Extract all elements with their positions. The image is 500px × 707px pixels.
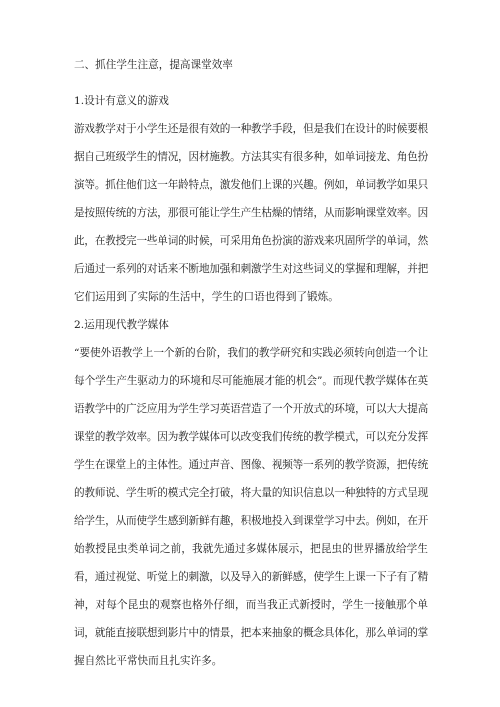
paragraph-2-line-3: 语教学中的广泛应用为学生学习英语营造了一个开放式的环境，可以大大提高 <box>74 403 428 415</box>
section-heading: 二、抓住学生注意，提高课堂效率 <box>74 59 233 71</box>
paragraph-1-line-6: 后通过一系列的对话来不断地加强和刺激学生对这些词义的掌握和理解，并把 <box>74 263 428 275</box>
paragraph-2-line-10: 神，对每个昆虫的观察也格外仔细，而当我正式新授时，学生一接触那个单 <box>74 599 428 611</box>
paragraph-2-line-6: 的教师说、学生听的模式完全打破，将大量的知识信息以一种独特的方式呈现 <box>74 487 428 499</box>
paragraph-1-line-1: 游戏教学对于小学生还是很有效的一种教学手段，但是我们在设计的时候要根 <box>74 123 428 135</box>
paragraph-2-line-8: 始教授昆虫类单词之前，我就先通过多媒体展示，把昆虫的世界播放给学生 <box>74 543 428 555</box>
paragraph-2-line-11: 词，就能直接联想到影片中的情景，把本来抽象的概念具体化，那么单词的掌 <box>74 627 428 639</box>
paragraph-2-line-7: 给学生，从而使学生感到新鲜有趣，积极地投入到课堂学习中去。例如，在开 <box>74 515 428 527</box>
paragraph-2-line-4: 课堂的教学效率。因为教学媒体可以改变我们传统的教学模式，可以充分发挥 <box>74 431 428 443</box>
paragraph-1-line-2: 据自己班级学生的情况，因材施教。方法其实有很多种，如单词接龙、角色扮 <box>74 151 428 163</box>
paragraph-2-line-5: 学生在课堂上的主体性。通过声音、图像、视频等一系列的教学资源，把传统 <box>74 459 428 471</box>
paragraph-1-line-3: 演等。抓住他们这一年龄特点，激发他们上课的兴趣。例如，单词教学如果只 <box>74 179 428 191</box>
paragraph-2-line-9: 看，通过视觉、听觉上的刺激，以及导入的新鲜感，使学生上课一下子有了精 <box>74 571 428 583</box>
paragraph-1-line-5: 此，在教授完一些单词的时候，可采用角色扮演的游戏来巩固所学的单词，然 <box>74 235 428 247</box>
paragraph-2-line-12: 握自然比平常快而且扎实许多。 <box>74 655 223 667</box>
paragraph-2-line-1: “要使外语教学上一个新的台阶，我们的教学研究和实践必须转向创造一个让 <box>74 347 428 359</box>
paragraph-1-line-4: 是按照传统的方法，那很可能让学生产生枯燥的情绪，从而影响课堂效率。因 <box>74 207 428 219</box>
subsection-2-heading: 2.运用现代教学媒体 <box>74 319 169 331</box>
paragraph-1-line-7: 它们运用到了实际的生活中，学生的口语也得到了锻炼。 <box>74 291 339 303</box>
paragraph-2-line-2: 每个学生产生驱动力的环境和尽可能施展才能的机会”。而现代教学媒体在英 <box>74 375 428 387</box>
subsection-1-heading: 1.设计有意义的游戏 <box>74 95 169 107</box>
